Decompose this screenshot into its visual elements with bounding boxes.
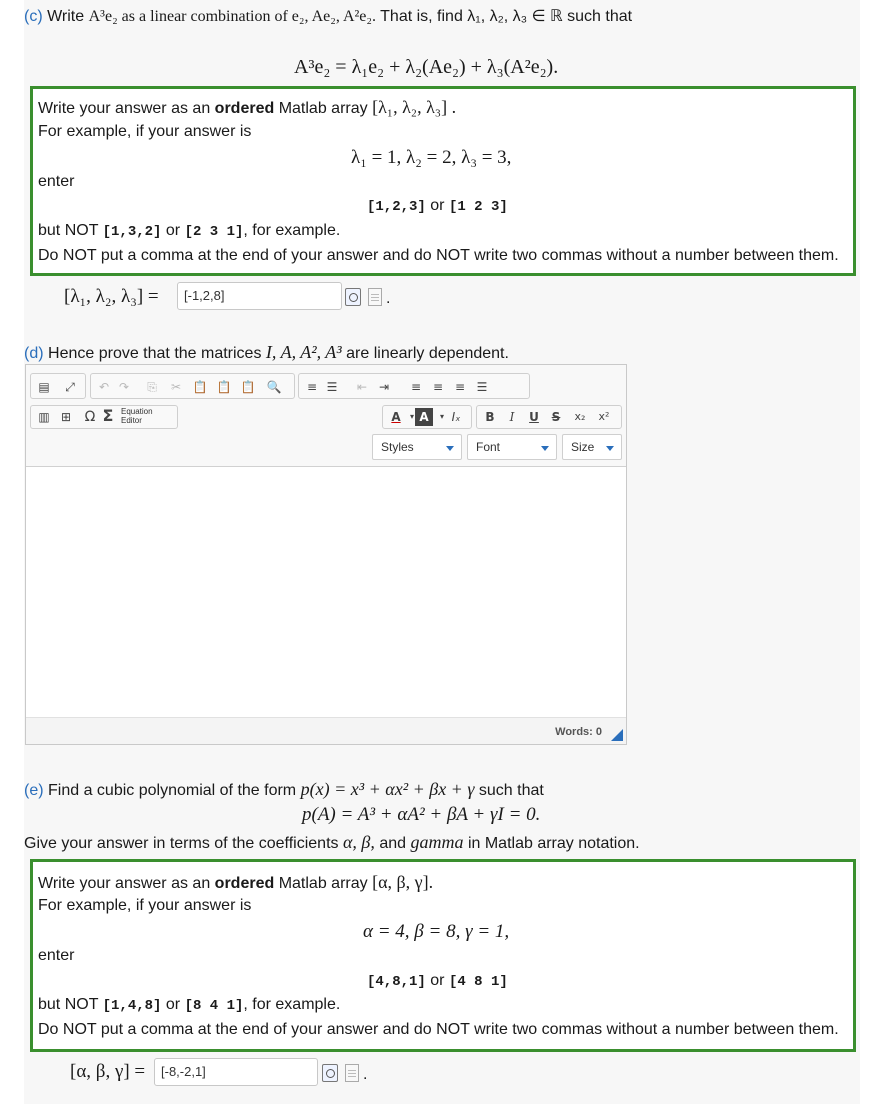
instr-text: Write your answer as an [38,875,211,892]
toolbar-group-paragraph [298,373,530,399]
part-c-intro-text: Write [47,8,85,25]
part-e-answer-input[interactable]: [-8,-2,1] [154,1058,318,1086]
font-dropdown-label: Font [476,440,501,454]
part-c-equation: A³e₂ = λ₁e₂ + λ₂(Ae₂) + λ₃(A²e₂). [294,56,559,78]
instr-math: [λ₁, λ₂, λ₃] . [372,97,457,117]
paste-word-icon[interactable]: 📋 [240,380,256,394]
part-e-instruction [24,832,640,853]
part-e-question [24,779,544,800]
part-e-answer-label: [α, β, γ] = [70,1061,146,1082]
resize-handle-icon[interactable] [611,729,623,741]
font-dropdown[interactable] [467,434,557,460]
underline-icon[interactable]: U [529,410,539,424]
not-code: [2 3 1] [184,224,244,240]
bulleted-list-icon[interactable]: ☰ [326,380,338,394]
part-d-label: (d) [24,345,44,362]
part-d-text: Hence prove that the matrices [48,345,262,362]
instr-text: or [165,996,181,1013]
remove-format-icon[interactable]: Iₓ [451,410,461,424]
maximize-icon[interactable]: ⤢ [65,380,75,394]
align-right-icon[interactable]: ≡ [454,380,466,394]
instr-final: Do NOT put a comma at the end of your answer and do NOT write two commas without a number between them. [38,247,839,264]
copy-icon[interactable]: ⎘ [147,380,157,394]
part-c-answer-label: [λ₁, λ₂, λ₃] = [64,286,159,307]
preview-answer-icon[interactable] [345,288,361,306]
redo-icon[interactable]: ↷ [118,380,130,394]
superscript-icon[interactable]: x² [598,410,610,423]
part-c-answer-input[interactable]: [-1,2,8] [177,282,342,310]
answer-help-doc-icon[interactable] [345,1064,359,1082]
part-d-tail: are linearly dependent. [346,345,509,362]
dropdown-icon[interactable]: ▾ [409,412,414,421]
instr-enter: enter [38,947,75,964]
instr-example-math: α = 4, β = 8, γ = 1, [363,921,510,942]
toolbar-group-colors [382,405,472,429]
chevron-down-icon [541,446,549,451]
part-d-question [24,342,509,363]
instr-example-math: λ₁ = 1, λ₂ = 2, λ₃ = 3, [351,147,512,168]
size-dropdown-label: Size [571,440,595,454]
instr-text: Matlab array [278,100,368,117]
align-center-icon[interactable]: ≡ [432,380,444,394]
styles-dropdown-label: Styles [381,440,414,454]
toolbar-group-clipboard [90,373,295,399]
increase-indent-icon[interactable]: ⇥ [378,380,390,394]
justify-icon[interactable]: ☰ [476,380,488,394]
not-code: [8 4 1] [184,998,244,1014]
part-d-matrices: I, A, A², A³ [265,342,342,362]
part-c-intro-tail: That is, find λ₁, λ₂, λ₃ ∈ ℝ such that [380,8,633,25]
editor-status-bar [26,717,626,744]
part-c-answer-dot: . [386,290,391,307]
instr-text: Matlab array [278,875,368,892]
instr-text: or [165,222,181,239]
special-char-icon[interactable]: Ω [84,409,96,425]
part-e-equation: p(A) = A³ + αA² + βA + γI = 0. [302,804,541,825]
numbered-list-icon[interactable]: ≡ [306,380,318,394]
give-text: Give your answer in terms of the coefficients [24,835,339,852]
undo-icon[interactable]: ↶ [98,380,110,394]
part-e-tail: such that [478,782,544,799]
instr-text: but NOT [38,996,99,1013]
part-c-label: (c) [24,8,43,25]
instr-text: or [430,197,445,214]
give-text: and [379,835,407,852]
italic-icon[interactable]: I [509,410,515,424]
text-color-icon[interactable]: A [391,410,401,424]
instr-text: Write your answer as an [38,100,211,117]
instr-final: Do NOT put a comma at the end of your answer and do NOT write two commas without a number between them. [38,1021,839,1038]
bold-icon[interactable]: B [485,410,495,424]
toolbar-group-basic-styles [476,405,622,429]
rich-text-editor [25,364,627,745]
find-icon[interactable]: 🔍 [266,380,282,394]
paste-text-icon[interactable]: 📋 [216,380,232,394]
equation-editor-button[interactable] [121,407,153,425]
not-code: [1,3,2] [102,224,162,240]
example-code: [1,2,3] [367,199,426,215]
part-c-intro [24,6,632,26]
answer-help-doc-icon[interactable] [368,288,382,306]
part-e-label: (e) [24,782,44,799]
example-code: [4 8 1] [448,974,508,990]
part-c-instructions-box [30,86,856,276]
strikethrough-icon[interactable]: S [551,410,561,424]
instr-text: , for example. [243,996,341,1013]
instr-math: [α, β, γ]. [372,872,434,892]
give-gamma: gamma [410,832,464,852]
instr-text: but NOT [38,222,99,239]
styles-dropdown[interactable] [372,434,462,460]
dropdown-icon[interactable]: ▾ [439,412,444,421]
sigma-icon[interactable]: Σ [102,406,114,425]
horizontal-rule-icon[interactable]: ▥ [38,410,50,424]
part-e-answer-dot: . [363,1066,368,1083]
toolbar-group-insert [30,405,178,429]
equation-editor-label: Editor [121,416,142,425]
bg-color-icon[interactable]: A [415,408,433,426]
table-icon[interactable]: ⊞ [60,410,72,424]
size-dropdown[interactable] [562,434,622,460]
instr-text: , for example. [243,222,341,239]
decrease-indent-icon[interactable]: ⇤ [356,380,368,394]
word-count: Words: 0 [555,726,602,738]
cut-icon[interactable]: ✂ [170,380,182,394]
chevron-down-icon [606,446,614,451]
align-left-icon[interactable]: ≡ [410,380,422,394]
part-e-instructions-box [30,859,856,1052]
part-e-text: Find a cubic polynomial of the form [48,782,297,799]
source-icon[interactable]: ▤ [38,380,50,394]
instr-example-intro: For example, if your answer is [38,897,252,914]
instr-bold: ordered [214,875,275,892]
equation-editor-label: Equation [121,407,153,416]
part-e-poly: p(x) = x³ + αx² + βx + γ [300,779,475,799]
example-code: [4,8,1] [367,974,426,990]
give-text: in Matlab array notation. [467,835,640,852]
chevron-down-icon [446,446,454,451]
paste-icon[interactable]: 📋 [192,380,208,394]
instr-bold: ordered [214,100,275,117]
not-code: [1,4,8] [102,998,162,1014]
example-code: [1 2 3] [448,199,508,215]
instr-text: or [430,972,445,989]
give-math: α, β, [342,832,375,852]
instr-example-intro: For example, if your answer is [38,123,252,140]
toolbar-group-document [30,373,86,399]
preview-answer-icon[interactable] [322,1064,338,1082]
part-c-intro-expr: A³e₂ as a linear combination of e₂, Ae₂, A²e₂. [88,8,376,25]
instr-enter: enter [38,173,75,190]
editor-content-area[interactable] [26,467,626,717]
subscript-icon[interactable]: x₂ [574,410,586,423]
